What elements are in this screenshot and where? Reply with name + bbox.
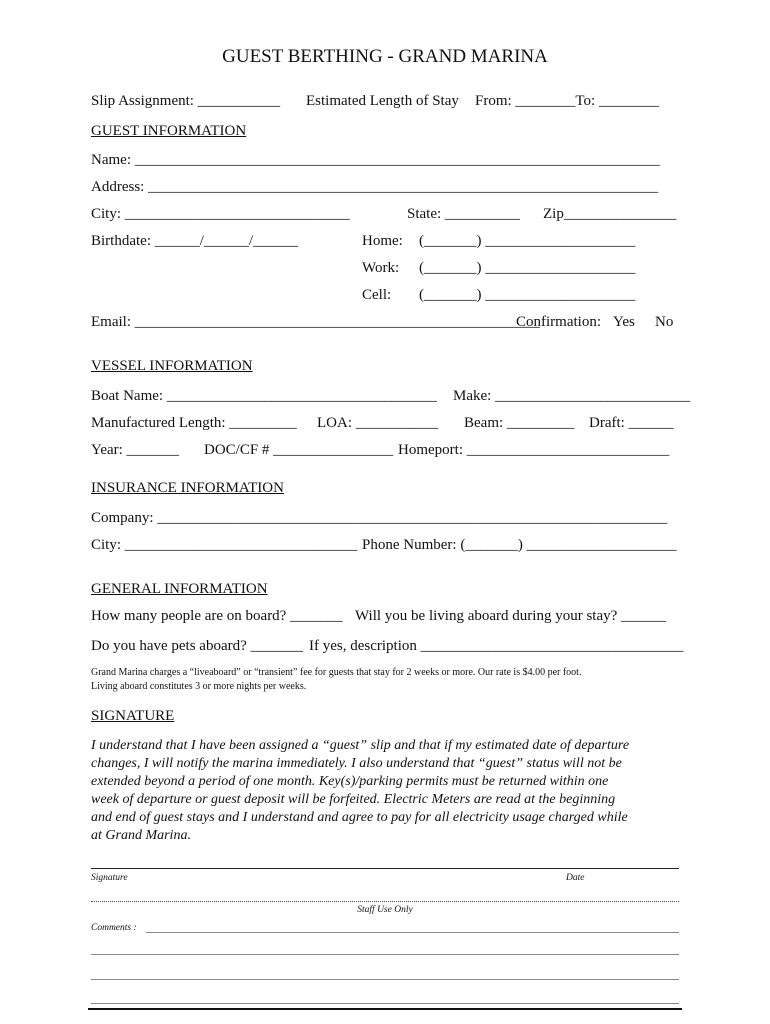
- pets-aboard-field[interactable]: Do you have pets aboard? _______: [91, 638, 304, 654]
- insurance-phone-field[interactable]: Phone Number: (_______) ____________________: [362, 537, 677, 553]
- city-field[interactable]: City: ______________________________: [91, 206, 350, 222]
- staff-use-label: Staff Use Only: [357, 905, 413, 915]
- guest-information-heading: GUEST INFORMATION: [91, 123, 247, 139]
- doc-cf-field[interactable]: DOC/CF # ________________: [204, 442, 394, 458]
- signature-label: Signature: [91, 873, 128, 883]
- name-field[interactable]: Name: ______________________________________________________________________: [91, 152, 660, 168]
- insurance-information-heading: INSURANCE INFORMATION: [91, 480, 284, 496]
- confirmation-yes-option[interactable]: Yes: [613, 314, 635, 330]
- comments-line[interactable]: [91, 954, 679, 955]
- cell-phone-field[interactable]: (_______) ____________________: [419, 287, 636, 303]
- agreement-line: I understand that I have been assigned a “guest” slip and that if my estimated date of departure: [91, 738, 630, 753]
- vessel-information-heading: VESSEL INFORMATION: [91, 358, 253, 374]
- pets-description-field[interactable]: If yes, description ___________________________________: [309, 638, 684, 654]
- year-field[interactable]: Year: _______: [91, 442, 180, 458]
- beam-field[interactable]: Beam: _________: [464, 415, 575, 431]
- boat-name-field[interactable]: Boat Name: ____________________________________: [91, 388, 437, 404]
- comments-line[interactable]: [146, 932, 679, 933]
- loa-field[interactable]: LOA: ___________: [317, 415, 439, 431]
- page-title: GUEST BERTHING - GRAND MARINA: [222, 46, 548, 67]
- insurance-city-field[interactable]: City: _______________________________: [91, 537, 358, 553]
- people-on-board-field[interactable]: How many people are on board? _______: [91, 608, 343, 624]
- signature-heading: SIGNATURE: [91, 708, 175, 724]
- agreement-line: changes, I will notify the marina immediately. I also understand that “guest” status will not be: [91, 756, 622, 771]
- insurance-company-field[interactable]: Company: ____________________________________________________________________: [91, 510, 668, 526]
- general-information-heading: GENERAL INFORMATION: [91, 581, 268, 597]
- comments-label: Comments :: [91, 923, 137, 933]
- living-aboard-field[interactable]: Will you be living aboard during your stay? ______: [355, 608, 667, 624]
- state-field[interactable]: State: __________: [407, 206, 520, 222]
- manufactured-length-field[interactable]: Manufactured Length: _________: [91, 415, 297, 431]
- work-phone-field[interactable]: (_______) ____________________: [419, 260, 636, 276]
- comments-line[interactable]: [91, 1003, 679, 1004]
- agreement-line: week of departure or guest deposit will be forfeited. Electric Meters are read at the beginning: [91, 792, 616, 807]
- confirmation-no-option[interactable]: No: [655, 314, 674, 330]
- zip-field[interactable]: Zip_______________: [543, 206, 677, 222]
- liveaboard-note: Living aboard constitutes 3 or more nights per weeks.: [91, 681, 307, 692]
- draft-field[interactable]: Draft: ______: [589, 415, 674, 431]
- slip-assignment-field[interactable]: Slip Assignment: ___________: [91, 93, 281, 109]
- agreement-line: at Grand Marina.: [91, 828, 191, 843]
- estimated-length-label: Estimated Length of Stay: [306, 93, 459, 109]
- signature-line[interactable]: [91, 868, 679, 869]
- homeport-field[interactable]: Homeport: ___________________________: [398, 442, 670, 458]
- address-field[interactable]: Address: ____________________________________________________________________: [91, 179, 659, 195]
- agreement-line: and end of guest stays and I understand and agree to pay for all electricity usage charged while: [91, 810, 628, 825]
- email-field[interactable]: Email: ______________________________________________________: [91, 314, 540, 330]
- staff-divider: [91, 901, 679, 902]
- confirmation-label: Confirmation:: [516, 314, 601, 330]
- from-to-field[interactable]: From: ________To: ________: [475, 93, 659, 109]
- make-field[interactable]: Make: __________________________: [453, 388, 691, 404]
- birthdate-field[interactable]: Birthdate: ______/______/______: [91, 233, 299, 249]
- agreement-line: extended beyond a period of one month. Key(s)/parking permits must be returned within one: [91, 774, 609, 789]
- home-phone-field[interactable]: (_______) ____________________: [419, 233, 636, 249]
- bottom-rule: [88, 1008, 682, 1010]
- home-phone-label: Home:: [362, 233, 403, 249]
- comments-line[interactable]: [91, 979, 679, 980]
- cell-phone-label: Cell:: [362, 287, 392, 303]
- date-label: Date: [566, 873, 585, 883]
- work-phone-label: Work:: [362, 260, 400, 276]
- fee-note: Grand Marina charges a “liveaboard” or “transient” fee for guests that stay for 2 weeks or more. Our rate is $4.00 per foot.: [91, 667, 582, 678]
